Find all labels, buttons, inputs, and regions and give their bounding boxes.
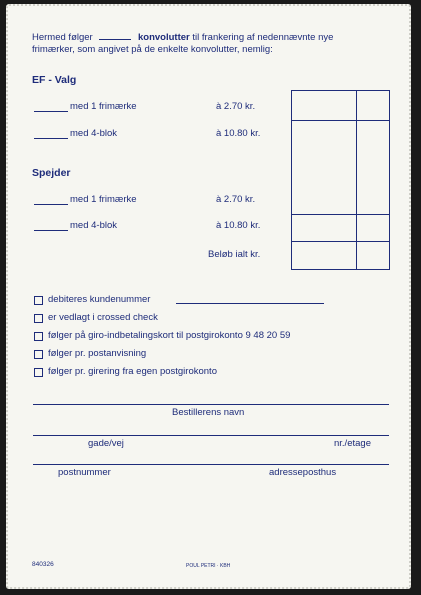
row-label: med 1 frimærke: [70, 194, 137, 205]
customer-number-line[interactable]: [176, 303, 324, 304]
payment-option-label: er vedlagt i crossed check: [48, 312, 158, 323]
quantity-blank[interactable]: [34, 230, 68, 231]
quantity-blank[interactable]: [34, 204, 68, 205]
checkbox-debit[interactable]: [34, 296, 43, 305]
checkbox-giro-transfer[interactable]: [34, 368, 43, 377]
checkbox-giro-card[interactable]: [34, 332, 43, 341]
grid-divider: [292, 214, 389, 215]
row-label: med 4-blok: [70, 220, 117, 231]
intro-line-1: [32, 32, 333, 44]
grid-divider: [356, 91, 357, 269]
row-price: à 10.80 kr.: [216, 220, 261, 231]
order-form-card: [6, 4, 411, 589]
intro-text-end: til frankering af nedennævnte nye: [192, 32, 334, 43]
section-heading-ef-valg: EF - Valg: [32, 74, 77, 86]
payment-option-label: debiteres kundenummer: [48, 294, 151, 305]
row-price: à 2.70 kr.: [216, 194, 256, 205]
street-label: gade/vej: [88, 438, 124, 449]
payment-option-label: følger på giro-indbetalingskort til postgirokonto 9 48 20 59: [48, 330, 291, 341]
quantity-blank[interactable]: [99, 39, 131, 40]
quantity-blank[interactable]: [34, 138, 68, 139]
street-line[interactable]: [33, 435, 389, 436]
intro-bold-word: konvolutter: [138, 32, 190, 43]
grid-divider: [292, 241, 389, 242]
intro-text-start: Hermed følger: [32, 32, 93, 43]
row-label: med 1 frimærke: [70, 101, 137, 112]
checkbox-check[interactable]: [34, 314, 43, 323]
intro-line-2: frimærker, som angivet på de enkelte konvolutter, nemlig:: [32, 44, 273, 55]
row-price: à 10.80 kr.: [216, 128, 261, 139]
name-line[interactable]: [33, 404, 389, 405]
row-label: med 4-blok: [70, 128, 117, 139]
zip-label: postnummer: [58, 467, 111, 478]
quantity-blank[interactable]: [34, 111, 68, 112]
name-label: Bestillerens navn: [172, 407, 245, 418]
printer-credit: POUL PETRI · KBH: [186, 563, 231, 569]
form-code: 840326: [32, 561, 54, 568]
checkbox-postal-order[interactable]: [34, 350, 43, 359]
zip-line[interactable]: [33, 464, 389, 465]
payment-option-label: følger pr. girering fra egen postgirokonto: [48, 366, 217, 377]
number-label: nr./etage: [334, 438, 371, 449]
payment-option-label: følger pr. postanvisning: [48, 348, 147, 359]
section-heading-spejder: Spejder: [32, 167, 71, 179]
total-label: Beløb ialt kr.: [208, 249, 261, 260]
row-price: à 2.70 kr.: [216, 101, 256, 112]
amount-grid[interactable]: [291, 90, 390, 270]
city-label: adresseposthus: [269, 467, 337, 478]
grid-divider: [292, 120, 389, 121]
